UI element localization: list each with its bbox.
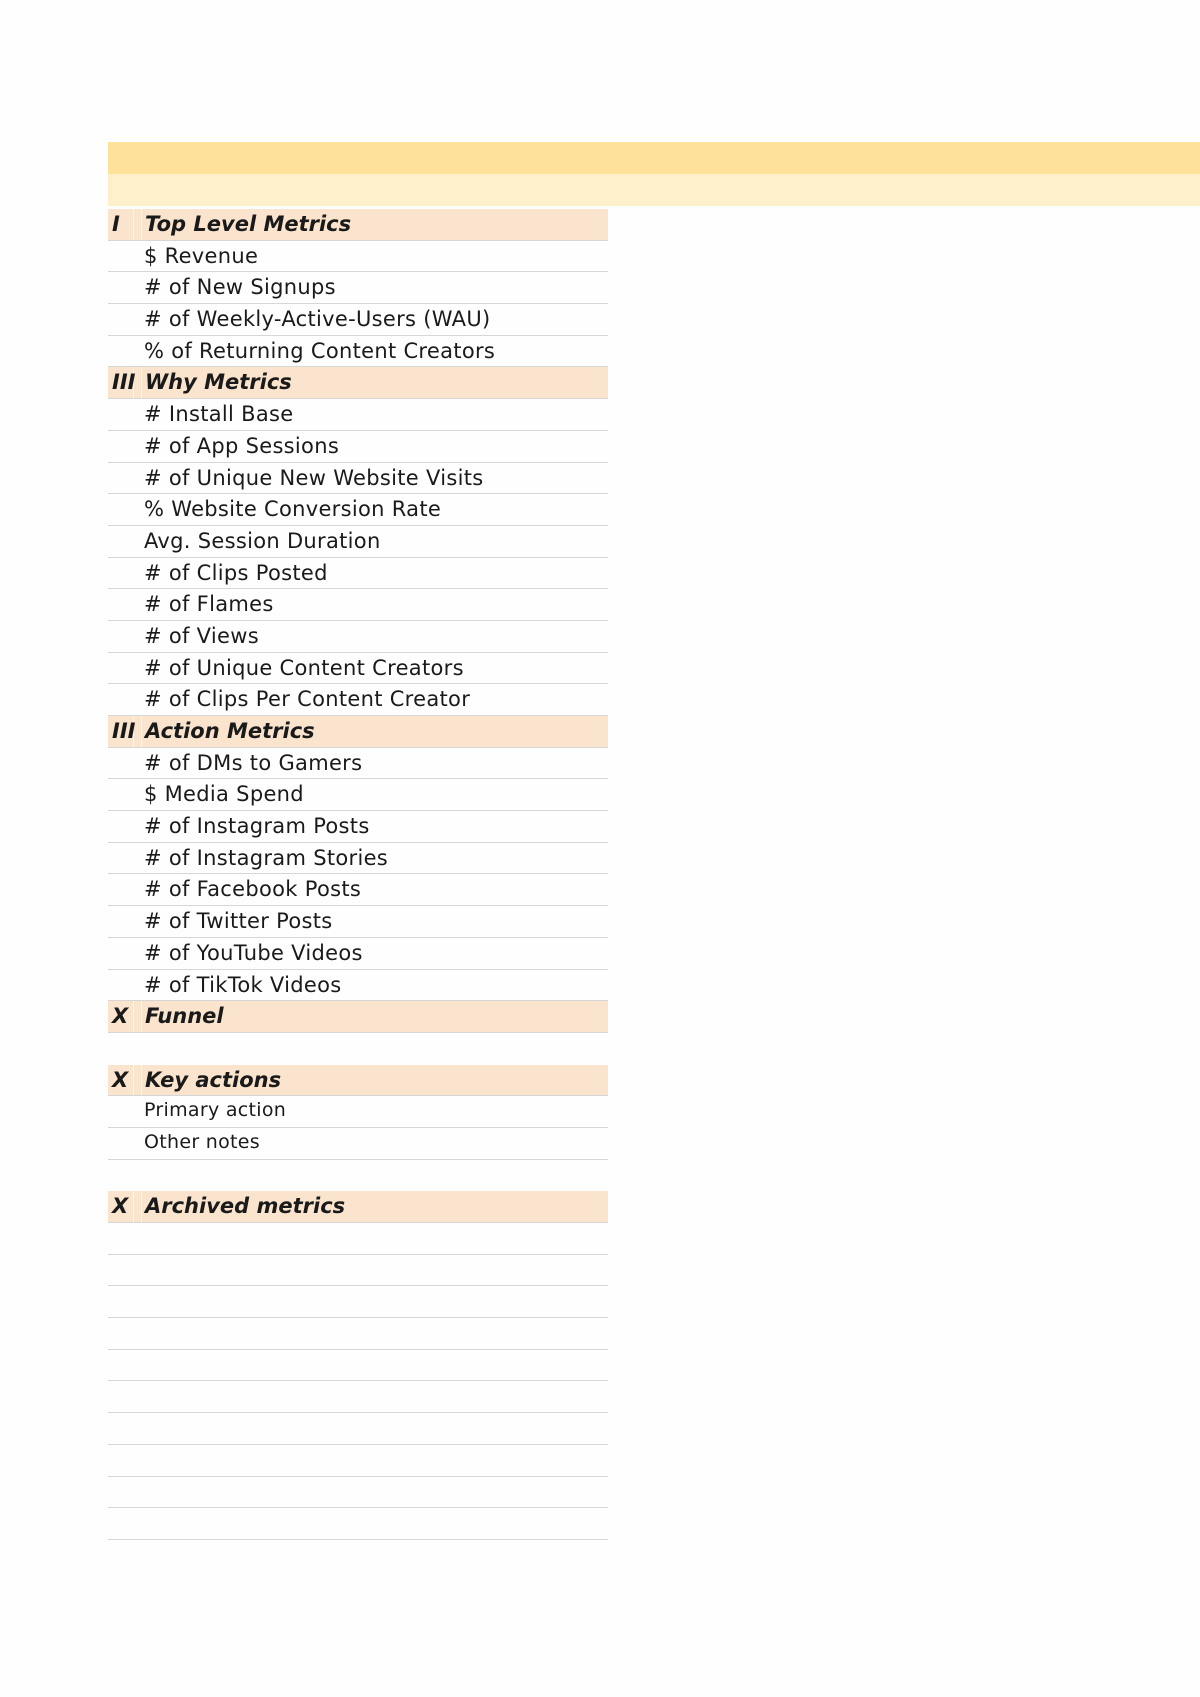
- metric-label: # of TikTok Videos: [144, 972, 342, 997]
- metric-row[interactable]: [108, 621, 608, 653]
- metric-row[interactable]: [108, 431, 608, 463]
- metric-row[interactable]: [108, 272, 608, 304]
- section-header-action-metrics: [108, 716, 608, 748]
- blank-row[interactable]: [108, 1033, 608, 1065]
- metric-row[interactable]: [108, 653, 608, 685]
- section-number: X: [112, 1194, 129, 1219]
- metric-label: # of New Signups: [144, 275, 336, 300]
- section-title: Why Metrics: [145, 370, 292, 395]
- metric-row[interactable]: [108, 589, 608, 621]
- metrics-sheet: [108, 209, 608, 1540]
- metric-label: # of Instagram Stories: [144, 845, 389, 870]
- section-title: Funnel: [145, 1004, 224, 1029]
- metric-row[interactable]: [108, 336, 608, 368]
- metric-row[interactable]: [108, 241, 608, 273]
- metric-row[interactable]: [108, 399, 608, 431]
- metric-row[interactable]: [108, 938, 608, 970]
- metric-label: # of Views: [144, 623, 259, 648]
- note-label: Other notes: [144, 1130, 260, 1153]
- metric-label: # of Instagram Posts: [144, 814, 370, 839]
- metric-label: $ Revenue: [144, 243, 259, 268]
- metric-row[interactable]: [108, 811, 608, 843]
- note-row[interactable]: [108, 1096, 608, 1128]
- section-header-funnel: [108, 1001, 608, 1033]
- section-title: Archived metrics: [145, 1194, 346, 1219]
- note-row[interactable]: [108, 1128, 608, 1160]
- section-header-why-metrics: [108, 367, 608, 399]
- empty-row[interactable]: [108, 1445, 608, 1477]
- metric-label: $ Media Spend: [144, 782, 304, 807]
- metric-label: # of Unique New Website Visits: [144, 465, 484, 490]
- empty-row[interactable]: [108, 1286, 608, 1318]
- metric-label: # Install Base: [144, 402, 294, 427]
- section-title: Key actions: [145, 1067, 282, 1092]
- note-label: Primary action: [144, 1099, 287, 1122]
- metric-row[interactable]: [108, 558, 608, 590]
- metric-label: % of Returning Content Creators: [144, 338, 496, 363]
- section-title: Action Metrics: [145, 719, 315, 743]
- metric-label: # of Facebook Posts: [144, 877, 362, 902]
- header-band: [108, 142, 1200, 174]
- metric-label: # of DMs to Gamers: [144, 750, 363, 775]
- metric-row[interactable]: [108, 779, 608, 811]
- metric-label: # of App Sessions: [144, 433, 340, 458]
- metric-label: # of Unique Content Creators: [144, 655, 464, 680]
- metric-row[interactable]: [108, 874, 608, 906]
- empty-row[interactable]: [108, 1381, 608, 1413]
- metric-label: # of Flames: [144, 592, 274, 617]
- empty-row[interactable]: [108, 1413, 608, 1445]
- metric-label: # of Twitter Posts: [144, 909, 333, 934]
- metric-row[interactable]: [108, 748, 608, 780]
- section-header-archived-metrics: [108, 1191, 608, 1223]
- metric-label: Avg. Session Duration: [144, 528, 381, 553]
- blank-row[interactable]: [108, 1160, 608, 1192]
- metric-row[interactable]: [108, 494, 608, 526]
- section-number: I: [112, 212, 120, 236]
- empty-row[interactable]: [108, 1318, 608, 1350]
- subheader-band: [108, 174, 1200, 206]
- metric-row[interactable]: [108, 463, 608, 495]
- empty-row[interactable]: [108, 1508, 608, 1540]
- metric-row[interactable]: [108, 304, 608, 336]
- empty-row[interactable]: [108, 1255, 608, 1287]
- metric-row[interactable]: [108, 843, 608, 875]
- section-number: X: [112, 1067, 129, 1092]
- metric-label: # of YouTube Videos: [144, 940, 363, 965]
- metric-label: # of Weekly-Active-Users (WAU): [144, 307, 491, 332]
- section-title: Top Level Metrics: [145, 212, 352, 236]
- metric-row[interactable]: [108, 526, 608, 558]
- metric-row[interactable]: [108, 906, 608, 938]
- section-number: X: [112, 1004, 129, 1029]
- metric-label: # of Clips Per Content Creator: [144, 687, 471, 712]
- empty-row[interactable]: [108, 1350, 608, 1382]
- metric-row[interactable]: [108, 684, 608, 716]
- section-header-top-level-metrics: [108, 209, 608, 241]
- empty-row[interactable]: [108, 1223, 608, 1255]
- metric-row[interactable]: [108, 970, 608, 1002]
- section-number: III: [112, 719, 136, 743]
- section-header-key-actions: [108, 1065, 608, 1097]
- metric-label: % Website Conversion Rate: [144, 497, 442, 522]
- empty-row[interactable]: [108, 1477, 608, 1509]
- metric-label: # of Clips Posted: [144, 560, 328, 585]
- section-number: III: [112, 370, 136, 395]
